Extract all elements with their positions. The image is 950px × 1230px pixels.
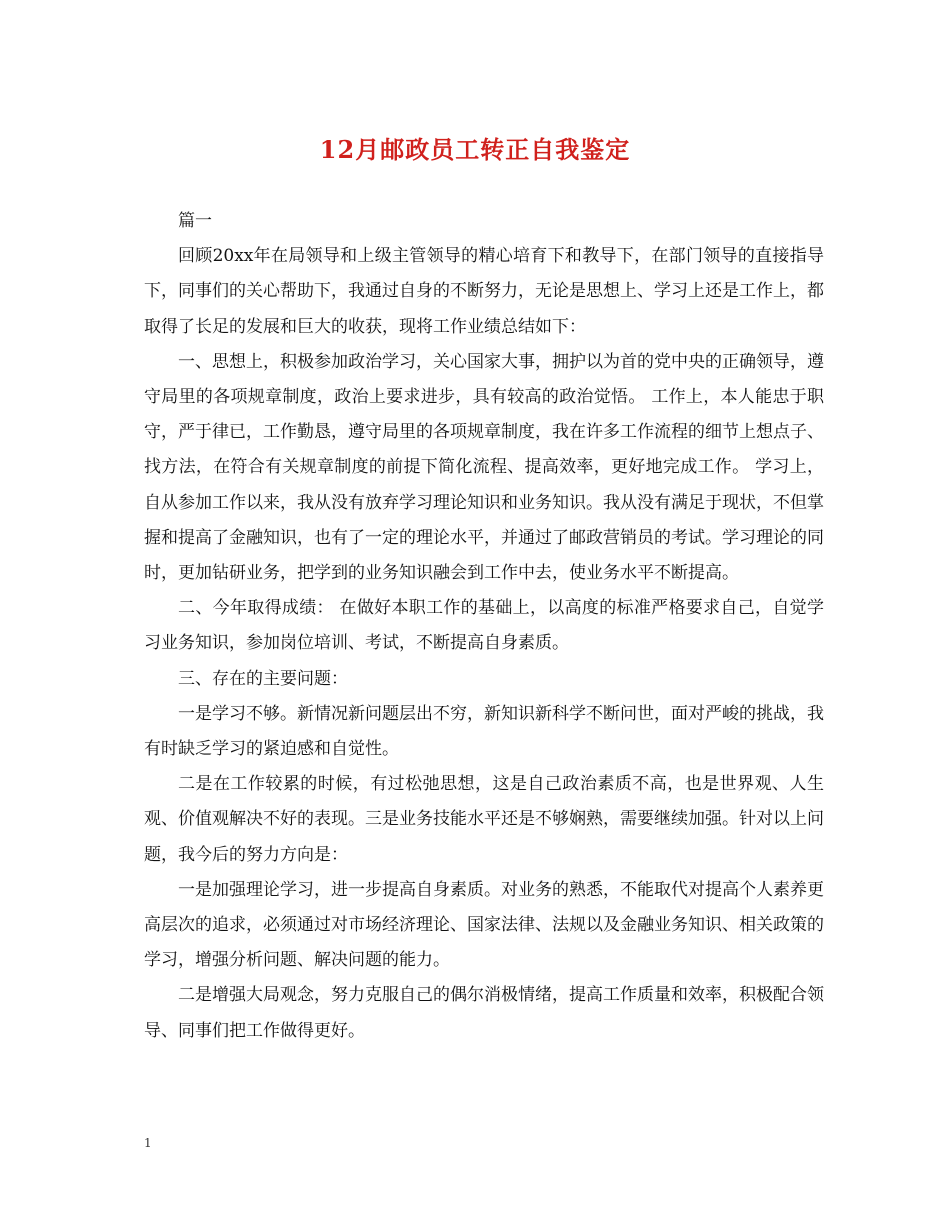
paragraph: 回顾20xx年在局领导和上级主管领导的精心培育下和教导下，在部门领导的直接指导下，同事们的关心帮助下，我通过自身的不断努力，无论是思想上、学习上还是工作上，都取得了长足的发展和巨大的收获，现将工作业绩总结如下：: [144, 246, 824, 337]
document-body: [144, 204, 824, 1049]
paragraph: 二是增强大局观念，努力克服自己的偶尔消极情绪，提高工作质量和效率，积极配合领导、同事们把工作做得更好。: [144, 985, 824, 1041]
paragraph: 三、存在的主要问题：: [178, 668, 348, 689]
paragraph: 二是在工作较累的时候，有过松弛思想，这是自己政治素质不高，也是世界观、人生观、价值观解决不好的表现。三是业务技能水平还是不够娴熟，需要继续加强。针对以上问题，我今后的努力方向是：: [144, 774, 824, 865]
document-title: 12月邮政员工转正自我鉴定: [319, 135, 631, 164]
paragraph: 一是学习不够。新情况新问题层出不穷，新知识新科学不断问世，面对严峻的挑战，我有时缺乏学习的紧迫感和自觉性。: [144, 703, 824, 760]
paragraph: 一是加强理论学习，进一步提高自身素质。对业务的熟悉，不能取代对提高个人素养更高层次的追求，必须通过对市场经济理论、国家法律、法规以及金融业务知识、相关政策的学习，增强分析问题、解决问题的能力。: [144, 879, 824, 971]
paragraph: 一、思想上，积极参加政治学习，关心国家大事，拥护以为首的党中央的正确领导，遵守局里的各项规章制度，政治上要求进步，具有较高的政治觉悟。 工作上，本人能忠于职守，严于律已，工作勤恳，遵守局里的各项规章制度，我在许多工作流程的细节上想点子、找方法，在符合有关规章制度的前提下简化流程、提高效率，更好地完成工作。 学习上，自从参加工作以来，我从没有放弃学习理论知识和业务知识。我从没有满足于现状，不但掌握和提高了金融知识，也有了一定的理论水平，并通过了邮政营销员的考试。学习理论的同时，更加钻研业务，把学到的业务知识融会到工作中去，使业务水平不断提高。: [144, 351, 824, 584]
paragraph: 二、今年取得成绩： 在做好本职工作的基础上，以高度的标准严格要求自己，自觉学习业务知识，参加岗位培训、考试，不断提高自身素质。: [144, 598, 824, 654]
section-heading: 篇一: [178, 211, 212, 231]
page-number: 1: [144, 1136, 152, 1150]
